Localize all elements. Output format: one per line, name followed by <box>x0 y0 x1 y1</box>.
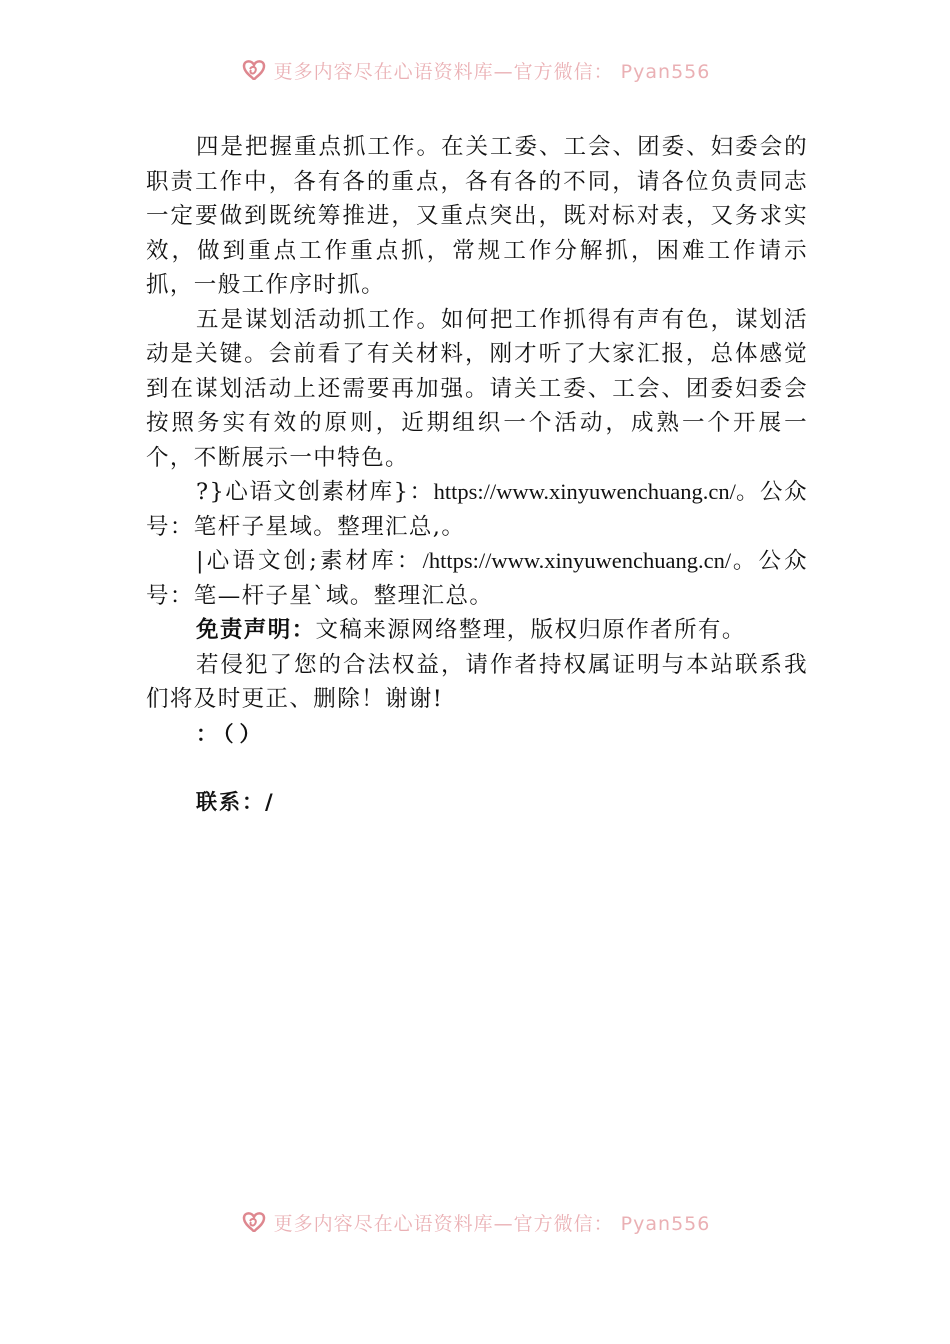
source-line-1-prefix: ?}心语文创素材库}： <box>196 479 434 505</box>
heart-swirl-logo-icon <box>240 1208 268 1236</box>
source-line-2-suffix: 。公众号：笔—杆子星`域。整理汇总。 <box>146 548 808 609</box>
spacer <box>146 751 808 785</box>
disclaimer-text: 文稿来源网络整理，版权归原作者所有。 <box>315 617 746 643</box>
paragraph-five: 五是谋划活动抓工作。如何把工作抓得有声有色，谋划活动是关键。会前看了有关材料，刚才听了大家汇报，总体感觉到在谋划活动上还需要再加强。请关工委、工会、团委妇委会按照务实有效的原则，近期组织一个活动，成熟一个开展一个，不断展示一中特色。 <box>146 306 808 471</box>
paragraph-four: 四是把握重点抓工作。在关工委、工会、团委、妇委会的职责工作中，各有各的重点，各有各的不同，请各位负责同志一定要做到既统筹推进，又重点突出，既对标对表，又务求实效，做到重点工作重点抓，常规工作分解抓，困难工作请示抓，一般工作序时抓。 <box>146 134 808 298</box>
source-line-1-suffix: 。公众号：笔杆子星域。整理汇总,。 <box>146 479 809 540</box>
watermark-text: 更多内容尽在心语资料库—官方微信： Pyan556 <box>273 60 711 83</box>
source-line-1 <box>146 475 808 544</box>
disclaimer-label: 免责声明： <box>196 617 316 643</box>
footer-watermark <box>0 1207 950 1237</box>
disclaimer <box>146 613 808 648</box>
document-body <box>146 130 808 819</box>
header-watermark <box>0 55 950 85</box>
disclaimer-followup: 若侵犯了您的合法权益，请作者持权属证明与本站联系我们将及时更正、删除！谢谢! <box>146 651 808 712</box>
source-line-2-url[interactable]: /https://www.xinyuwenchuang.cn/ <box>422 548 732 573</box>
source-line-1-url[interactable]: https://www.xinyuwenchuang.cn/ <box>433 479 736 504</box>
contact-line: 联系：/ <box>196 789 275 814</box>
source-line-2-prefix: |心语文创;素材库： <box>196 548 423 574</box>
blank-field-line: ：（） <box>196 721 267 746</box>
watermark-text-bottom: 更多内容尽在心语资料库—官方微信： Pyan556 <box>273 1212 711 1235</box>
source-line-2 <box>146 544 808 613</box>
heart-swirl-logo-icon <box>240 56 268 84</box>
